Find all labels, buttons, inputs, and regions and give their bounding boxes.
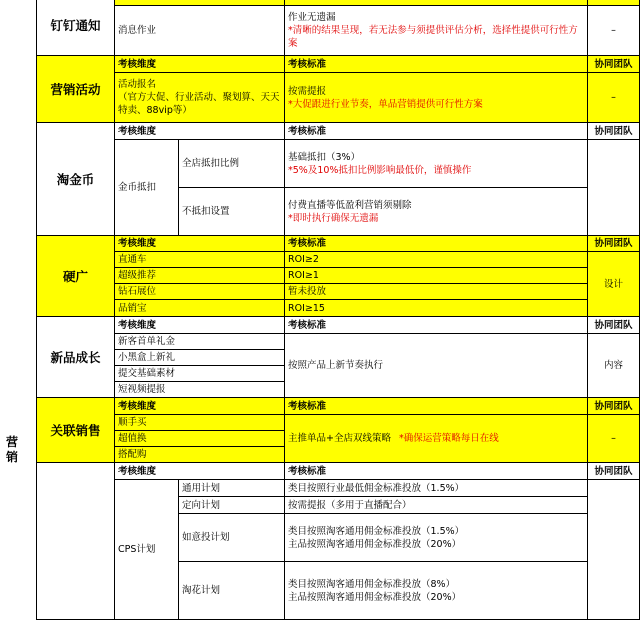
coins-header-team: 协同团队 bbox=[587, 122, 640, 140]
coins-sub2: 不抵扣设置 bbox=[178, 187, 285, 236]
cps-plan-std: 按需提报（多用于直播配合） bbox=[284, 496, 588, 514]
hard-ads-row-std: ROI≥15 bbox=[284, 299, 588, 317]
coins-sub2-std-cell bbox=[284, 187, 588, 236]
marketing-team: – bbox=[587, 72, 640, 123]
hard-ads-header-std: 考核标准 bbox=[284, 235, 588, 252]
new-product-row: 提交基础素材 bbox=[114, 365, 285, 382]
related-row: 搭配购 bbox=[114, 446, 285, 463]
hard-ads-row-std: ROI≥2 bbox=[284, 251, 588, 268]
side-label: 营销 bbox=[6, 435, 19, 464]
coins-team bbox=[587, 139, 640, 236]
coins-header-std: 考核标准 bbox=[284, 122, 588, 140]
cps-plan-std-line: 类目按照淘客通用佣金标准投放（8%） bbox=[288, 578, 456, 590]
hard-ads-row-item: 直通车 bbox=[114, 251, 285, 268]
related-note: *确保运营策略每日在线 bbox=[398, 433, 499, 444]
dingtalk-note: *清晰的结果呈现，若无法参与须提供评估分析，选择性提供可行性方案 bbox=[288, 25, 578, 49]
new-product-header-std: 考核标准 bbox=[284, 316, 588, 334]
new-product-row: 短视频提报 bbox=[114, 381, 285, 398]
coins-sub2-std: 付费直播等低盈利营销须剔除 bbox=[288, 199, 412, 211]
coins-sub1-note: *5%及10%抵扣比例影响最低价，谨慎操作 bbox=[288, 164, 472, 176]
coins-sub1: 全店抵扣比例 bbox=[178, 139, 285, 188]
cps-header-dim: 考核维度 bbox=[114, 462, 285, 480]
coins-header-dim: 考核维度 bbox=[114, 122, 285, 140]
cps-plan-name: 定向计划 bbox=[178, 496, 285, 514]
new-product-row: 小黑盒上新礼 bbox=[114, 349, 285, 366]
coins-title: 淘金币 bbox=[36, 122, 115, 236]
dingtalk-item: 消息作业 bbox=[114, 5, 285, 56]
dingtalk-std-cell bbox=[284, 5, 588, 56]
coins-item: 金币抵扣 bbox=[114, 139, 179, 236]
hard-ads-header-dim: 考核维度 bbox=[114, 235, 285, 252]
coins-sub2-note: *即时执行确保无遗漏 bbox=[288, 212, 379, 224]
cps-plan-std-cell bbox=[284, 513, 588, 562]
hard-ads-row-std: 暂未投放 bbox=[284, 283, 588, 300]
cps-header-std: 考核标准 bbox=[284, 462, 588, 480]
dingtalk-team: – bbox=[587, 5, 640, 56]
cps-header-team: 协同团队 bbox=[587, 462, 640, 480]
cps-plan-std-cell bbox=[284, 561, 588, 620]
cps-plan-std-line: 类目按照淘客通用佣金标准投放（1.5%） bbox=[288, 525, 465, 537]
marketing-note: *大促跟进行业节奏，单品营销提供可行性方案 bbox=[288, 98, 483, 110]
related-header-dim: 考核维度 bbox=[114, 397, 285, 415]
cps-plan-name: 如意投计划 bbox=[178, 513, 285, 562]
related-std-cell bbox=[284, 414, 588, 463]
new-product-header-dim: 考核维度 bbox=[114, 316, 285, 334]
cps-title bbox=[36, 462, 115, 620]
hard-ads-title: 硬广 bbox=[36, 235, 115, 317]
hard-ads-row-item: 超级推荐 bbox=[114, 267, 285, 284]
dingtalk-title: 钉钉通知 bbox=[36, 0, 115, 56]
hard-ads-header-team: 协同团队 bbox=[587, 235, 640, 252]
related-header-std: 考核标准 bbox=[284, 397, 588, 415]
related-title: 关联销售 bbox=[36, 397, 115, 463]
hard-ads-row-item: 品销宝 bbox=[114, 299, 285, 317]
marketing-header-std: 考核标准 bbox=[284, 55, 588, 73]
marketing-std: 按需提报 bbox=[288, 85, 327, 97]
related-std: 主推单品+全店双线策略 bbox=[288, 433, 391, 444]
cps-plan-name: 通用计划 bbox=[178, 479, 285, 497]
dingtalk-std: 作业无遗漏 bbox=[288, 12, 336, 23]
marketing-item: 活动报名 （官方大促、行业活动、聚划算、天天特卖、88vip等） bbox=[114, 72, 285, 123]
new-product-row: 新客首单礼金 bbox=[114, 333, 285, 350]
new-product-std: 按照产品上新节奏执行 bbox=[284, 333, 588, 398]
marketing-std-cell bbox=[284, 72, 588, 123]
new-product-header-team: 协同团队 bbox=[587, 316, 640, 334]
related-row: 顺手买 bbox=[114, 414, 285, 431]
marketing-header-team: 协同团队 bbox=[587, 55, 640, 73]
related-header-team: 协同团队 bbox=[587, 397, 640, 415]
cps-item: CPS计划 bbox=[114, 479, 179, 620]
new-product-team: 内容 bbox=[587, 333, 640, 398]
hard-ads-row-item: 钻石展位 bbox=[114, 283, 285, 300]
marketing-title: 营销活动 bbox=[36, 55, 115, 123]
cps-plan-std: 类目按照行业最低佣金标准投放（1.5%） bbox=[284, 479, 588, 497]
related-row: 超值换 bbox=[114, 430, 285, 447]
cps-plan-std-line: 主品按照淘客通用佣金标准投放（20%） bbox=[288, 538, 462, 550]
hard-ads-row-std: ROI≥1 bbox=[284, 267, 588, 284]
new-product-title: 新品成长 bbox=[36, 316, 115, 398]
coins-sub1-std: 基础抵扣（3%） bbox=[288, 151, 361, 163]
cps-plan-name: 淘花计划 bbox=[178, 561, 285, 620]
related-team: – bbox=[587, 414, 640, 463]
marketing-header-dim: 考核维度 bbox=[114, 55, 285, 73]
coins-sub1-std-cell bbox=[284, 139, 588, 188]
cps-plan-std-line: 主品按照淘客通用佣金标准投放（20%） bbox=[288, 591, 462, 603]
cps-team bbox=[587, 479, 640, 620]
hard-ads-team: 设计 bbox=[587, 251, 640, 317]
